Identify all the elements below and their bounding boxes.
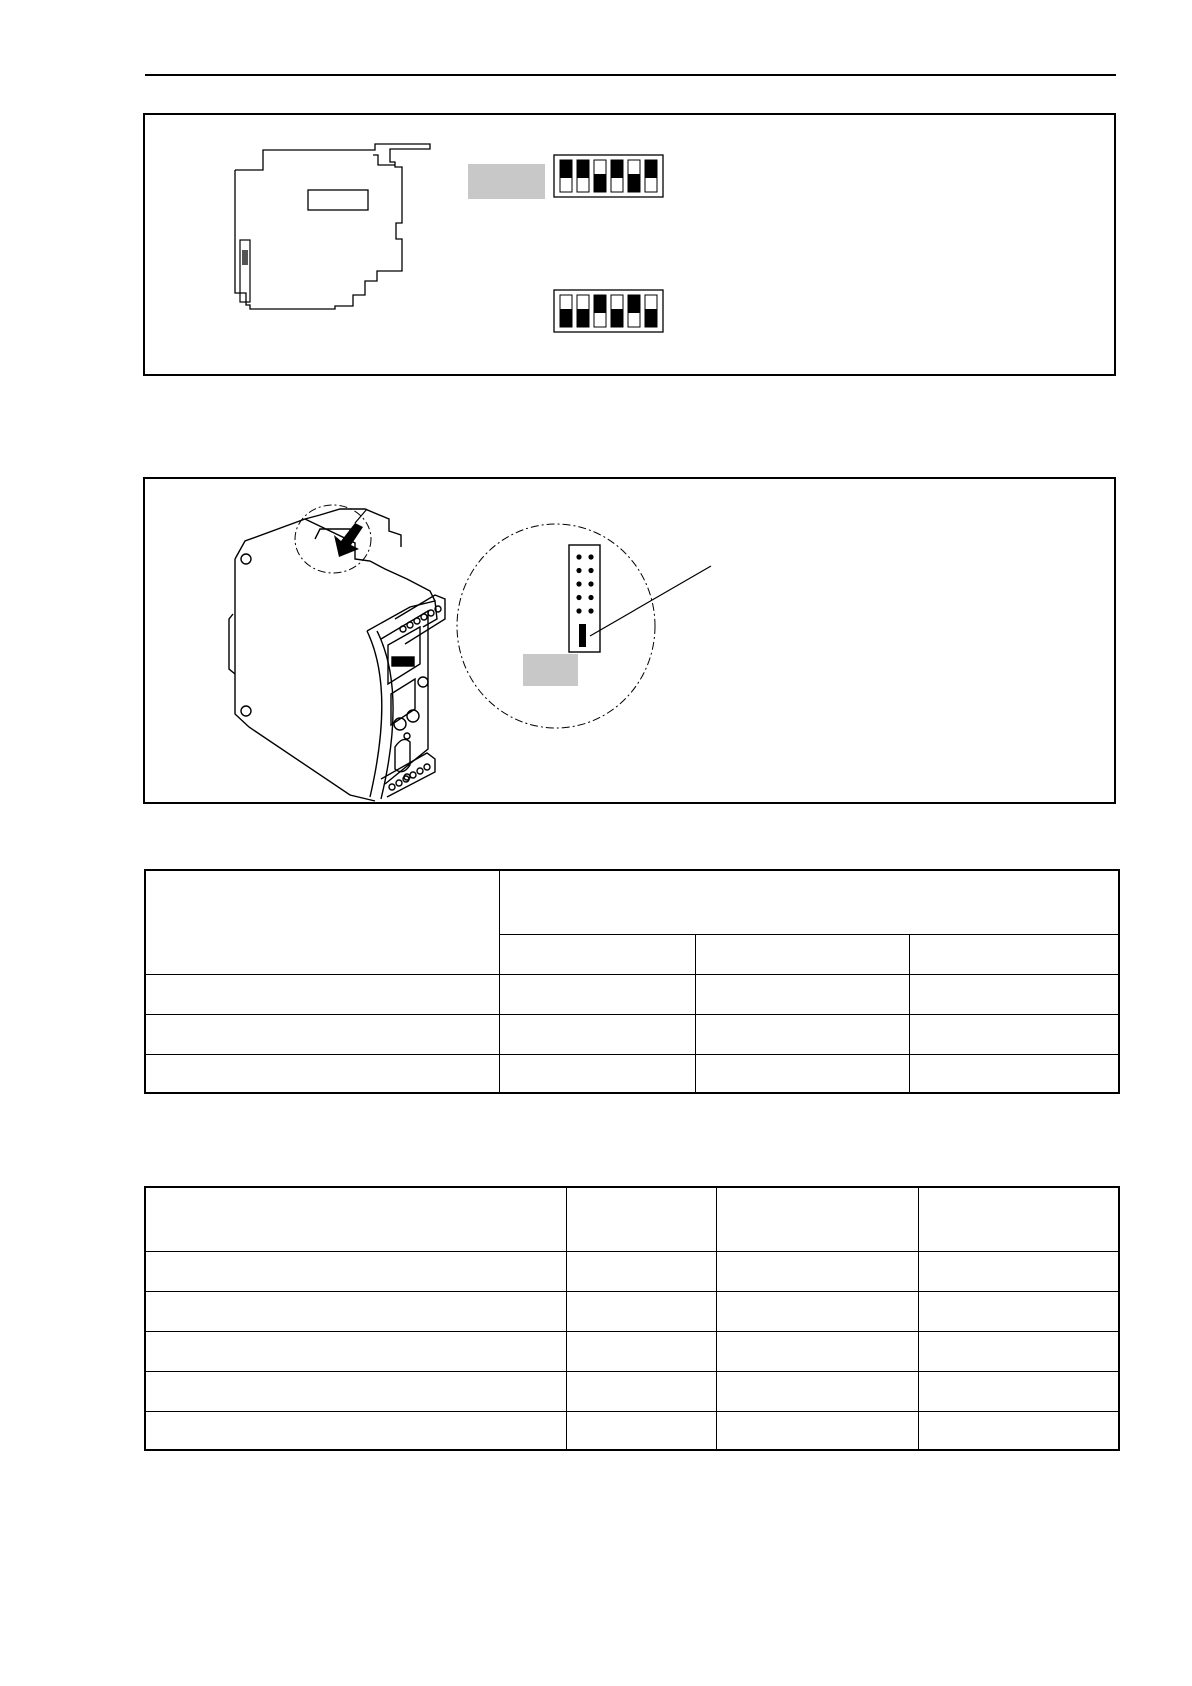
table-row bbox=[145, 974, 1119, 1014]
table-cell bbox=[918, 1331, 1119, 1371]
dip-switch-lever-up bbox=[577, 160, 589, 178]
detail-marker-circle bbox=[295, 505, 371, 573]
table-cell bbox=[695, 1014, 909, 1054]
arrow-leader bbox=[355, 509, 367, 523]
table-cell bbox=[695, 974, 909, 1014]
jumper-leader bbox=[590, 566, 711, 636]
dip-switch-bank-upper bbox=[554, 155, 663, 197]
table-cell bbox=[499, 1054, 695, 1093]
table-cell bbox=[566, 1411, 716, 1450]
insertion-arrow bbox=[334, 523, 363, 557]
table-cell bbox=[909, 974, 1119, 1014]
table-cell bbox=[566, 1291, 716, 1331]
table-cell bbox=[918, 1291, 1119, 1331]
table-cell bbox=[909, 1054, 1119, 1093]
table-row bbox=[145, 1251, 1119, 1291]
table-cell bbox=[716, 1331, 918, 1371]
dip-switch-lever-down bbox=[645, 309, 657, 327]
jumper-pin bbox=[588, 608, 593, 613]
jumper-diagram bbox=[145, 479, 1118, 806]
dip-switch-lever-down bbox=[577, 309, 589, 327]
table-cell bbox=[909, 1014, 1119, 1054]
table-cell bbox=[145, 1331, 566, 1371]
settings-table-upper bbox=[144, 869, 1120, 1094]
board-chip bbox=[308, 190, 368, 210]
table-cell bbox=[499, 1014, 695, 1054]
table-subheader bbox=[499, 934, 695, 974]
table-header-row bbox=[145, 870, 1119, 934]
jumper-pins bbox=[576, 554, 593, 613]
dip-switch-lever-down bbox=[628, 174, 640, 192]
table-row bbox=[145, 1054, 1119, 1093]
jumper-pin bbox=[588, 595, 593, 600]
dip-switch-lever-up bbox=[560, 160, 572, 178]
table-group-header bbox=[499, 870, 1119, 934]
jumper-pin bbox=[576, 581, 581, 586]
table-cell bbox=[695, 1054, 909, 1093]
device-housing bbox=[229, 509, 445, 801]
table-row bbox=[145, 1291, 1119, 1331]
jumper-plug bbox=[579, 624, 586, 647]
table-header-cell bbox=[566, 1187, 716, 1251]
table-cell bbox=[716, 1251, 918, 1291]
table-header-cell bbox=[918, 1187, 1119, 1251]
table-row bbox=[145, 1371, 1119, 1411]
dip-switch-lever-down bbox=[594, 174, 606, 192]
jumper-pin bbox=[588, 568, 593, 573]
table-header-row bbox=[145, 1187, 1119, 1251]
table-cell bbox=[716, 1411, 918, 1450]
table-header-cell bbox=[145, 870, 499, 974]
detail-magnified-circle bbox=[457, 524, 655, 728]
table-cell bbox=[566, 1331, 716, 1371]
figure-dip-switch-settings bbox=[143, 113, 1116, 376]
figure-jumper-location bbox=[143, 477, 1116, 804]
jumper-pin bbox=[576, 568, 581, 573]
dip-switch-lever-up bbox=[645, 160, 657, 178]
jumper-pin bbox=[588, 581, 593, 586]
table-cell bbox=[918, 1371, 1119, 1411]
board-switch-location bbox=[242, 250, 248, 265]
table-row bbox=[145, 1411, 1119, 1450]
table-cell bbox=[145, 1291, 566, 1331]
dip-switch-lever-up bbox=[611, 160, 623, 178]
dip-switch-lever-down bbox=[611, 309, 623, 327]
table-header-cell bbox=[716, 1187, 918, 1251]
table-cell bbox=[145, 1251, 566, 1291]
table-cell bbox=[145, 1054, 499, 1093]
label-box bbox=[523, 654, 578, 686]
table-cell bbox=[918, 1251, 1119, 1291]
table-cell bbox=[716, 1371, 918, 1411]
table-cell bbox=[145, 1411, 566, 1450]
table-header-cell bbox=[145, 1187, 566, 1251]
table-cell bbox=[566, 1371, 716, 1411]
dip-switch-bank-lower bbox=[554, 290, 663, 332]
settings-table-lower bbox=[144, 1186, 1120, 1451]
dip-switch-lever-up bbox=[628, 295, 640, 313]
table-cell bbox=[145, 1371, 566, 1411]
table-cell bbox=[716, 1291, 918, 1331]
dip-switch-lever-down bbox=[560, 309, 572, 327]
jumper-pin bbox=[588, 554, 593, 559]
table-subheader bbox=[909, 934, 1119, 974]
dip-switch-diagram bbox=[145, 115, 1118, 378]
jumper-pin bbox=[576, 554, 581, 559]
table-cell bbox=[145, 1014, 499, 1054]
table-row bbox=[145, 1331, 1119, 1371]
table-subheader bbox=[695, 934, 909, 974]
dip-switch-lever-up bbox=[594, 295, 606, 313]
table-row bbox=[145, 1014, 1119, 1054]
board-outline bbox=[235, 144, 430, 309]
jumper-pin bbox=[576, 595, 581, 600]
table-cell bbox=[499, 974, 695, 1014]
header-rule bbox=[145, 74, 1116, 76]
jumper-pin bbox=[576, 608, 581, 613]
table-cell bbox=[566, 1251, 716, 1291]
label-box bbox=[468, 164, 545, 199]
table-cell bbox=[145, 974, 499, 1014]
table-cell bbox=[918, 1411, 1119, 1450]
